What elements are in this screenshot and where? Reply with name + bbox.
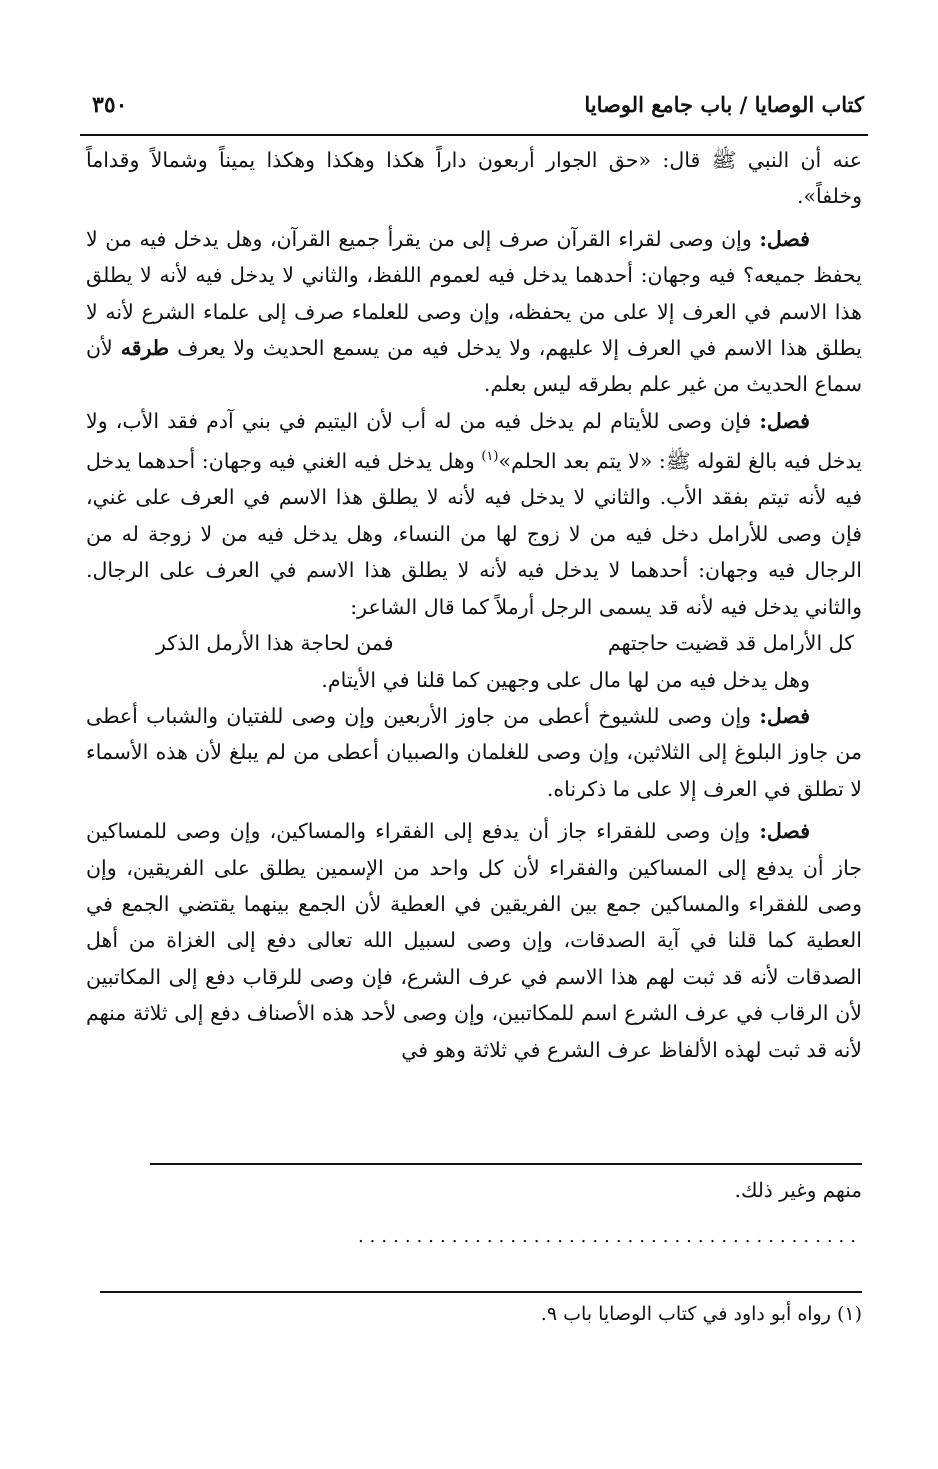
footnote-rule	[100, 1291, 862, 1293]
paragraph: فصل: وإن وصى للفقراء جاز أن يدفع إلى الفقراء والمساكين، وإن وصى للمساكين جاز أن يدفع إلى المساكين والفقراء لأن كل واحد من الإسمين يطلق على الفريقين، وإن وصى للفقراء والمساكين جمع بين الفريقين في العطية لأن الجمع بينهما يقتضي الجمع في العطية كما قلنا في آية الصدقات، وإن وصى لسبيل الله تعالى دفع إلى الغزاة من أهل الصدقات لأنه قد ثبت لهم هذا الاسم في عرف الشرع، فإن وصى للرقاب دفع إلى المكاتبين لأن الرقاب في عرف الشرع اسم للمكاتبين، وإن وصى لأحد هذه الأصناف دفع إلى ثلاثة منهم لأنه قد ثبت لهذه الألفاظ عرف الشرع في ثلاثة وهو في	[86, 819, 862, 1062]
footnote-separator	[150, 1163, 862, 1165]
paragraph: وهل يدخل فيه من لها مال على وجهين كما قلنا في الأيتام.	[321, 667, 810, 692]
bold-word: طرقه	[120, 336, 170, 361]
running-header	[92, 92, 864, 118]
paragraph: فصل: وإن وصى لقراء القرآن صرف إلى من يقرأ جميع القرآن، وهل يدخل فيه من لا يحفظ جميعه؟ فيه وجهان: أحدهما يدخل فيه لعموم اللفظ، والثاني لا يدخل فيه لأنه لا يطلق هذا الاسم في العرف إلا على من يحفظه، وإن وصى للعلماء صرف إلى علماء الشرع لأنه لا يطلق هذا الاسم في العرف إلا عليهم، ولا يدخل فيه من يسمع الحديث ولا يعرف طرقه لأن سماع الحديث من غير علم بطرقه ليس بعلم.	[86, 226, 862, 397]
main-text	[86, 142, 862, 1068]
footnote: (١) رواه أبو داود في كتاب الوصايا باب ٩.	[540, 1303, 862, 1325]
chapter-title: كتاب الوصايا / باب جامع الوصايا	[584, 92, 864, 117]
dotted-line: ...........................................	[357, 1226, 862, 1247]
verse-hemistich-left: فمن لحاجة هذا الأرمل الذكر	[156, 631, 394, 656]
paragraph: فصل: وإن وصى للشيوخ أعطى من جاوز الأربعين وإن وصى للفتيان والشباب أعطى من جاوز البلوغ إلى الثلاثين، وإن وصى للغلمان والصبيان أعطى من لم يبلغ لأن هذه الأسماء لا تطلق في العرف إلا على ما ذكرناه.	[86, 703, 862, 801]
continued-text: منهم وغير ذلك.	[734, 1178, 862, 1202]
footnote-marker: (١)	[481, 449, 499, 465]
poem-verse	[86, 625, 862, 661]
section-keyword: فصل:	[759, 226, 810, 251]
section-keyword: فصل:	[759, 408, 810, 433]
page-number: ٣٥٠	[92, 92, 128, 118]
section-keyword: فصل:	[759, 819, 810, 844]
header-rule	[80, 134, 868, 136]
paragraph: عنه أن النبي ﷺ قال: «حق الجوار أربعون داراً هكذا وهكذا وهكذا يميناً وشمالاً وقداماً وخلفاً».	[86, 148, 862, 209]
verse-hemistich-right: كل الأرامل قد قضيت حاجتهم	[607, 631, 854, 656]
paragraph: فصل: فإن وصى للأيتام لم يدخل فيه من له أب لأن اليتيم في بني آدم فقد الأب، ولا يدخل فيه بالغ لقوله ﷺ: «لا يتم بعد الحلم»$^{(١)}$ وهل يدخل فيه الغني فيه وجهان: أحدهما يدخل فيه لأنه تيتم بفقد الأب. والثاني لا يدخل فيه لأنه لا يطلق هذا الاسم في العرف على غني، فإن وصى للأرامل دخل فيه من لا زوج لها من النساء، وهل يدخل فيه من لا زوجة له من الرجال فيه وجهان: أحدهما لا يدخل فيه لأنه لا يطلق هذا الاسم في العرف على الرجال. والثاني يدخل فيه لأنه قد يسمى الرجل أرملاً كما قال الشاعر:	[86, 408, 862, 619]
section-keyword: فصل:	[759, 703, 810, 728]
